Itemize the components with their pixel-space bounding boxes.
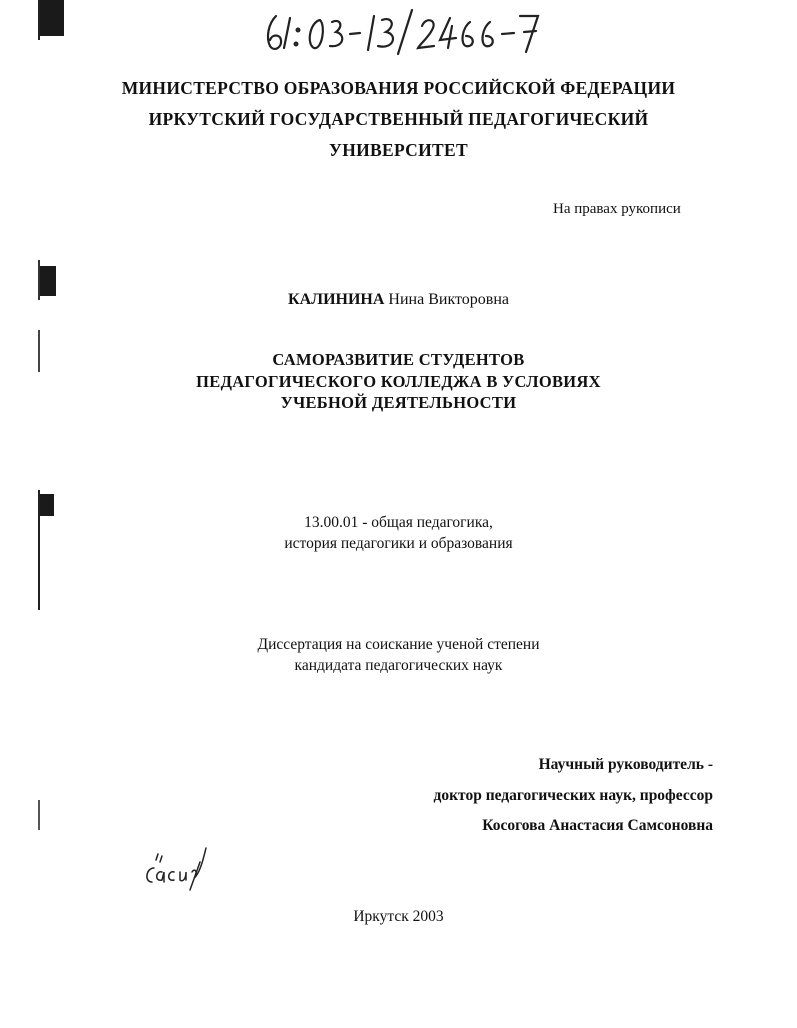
supervisor-label: Научный руководитель - <box>538 756 713 773</box>
specialty-name: история педагогики и образования <box>284 535 513 552</box>
degree-line-1: Диссертация на соискание ученой степени <box>257 636 540 653</box>
author-name <box>0 291 797 309</box>
thesis-title-line-3: УЧЕБНОЙ ДЕЯТЕЛЬНОСТИ <box>280 393 517 412</box>
scan-blob-artifact <box>40 494 54 516</box>
specialty-code: 13.00.01 - общая педагогика, <box>304 514 493 531</box>
handwritten-archive-number <box>262 6 562 56</box>
thesis-title-line-2: ПЕДАГОГИЧЕСКОГО КОЛЛЕДЖА В УСЛОВИЯХ <box>196 372 601 391</box>
city-year: Иркутск 2003 <box>353 908 444 925</box>
supervisor-name: Косогова Анастасия Самсоновна <box>482 817 713 834</box>
supervisor-degree: доктор педагогических наук, профессор <box>433 787 713 804</box>
degree-line-2: кандидата педагогических наук <box>294 657 503 674</box>
university-line: ИРКУТСКИЙ ГОСУДАРСТВЕННЫЙ ПЕДАГОГИЧЕСКИЙ <box>148 109 649 129</box>
ministry-line: МИНИСТЕРСТВО ОБРАЗОВАНИЯ РОССИЙСКОЙ ФЕДЕРАЦИИ <box>121 78 676 98</box>
author-given-names: Нина Викторовна <box>388 291 509 308</box>
author-surname: КАЛИНИНА <box>288 291 385 308</box>
university-line-2: УНИВЕРСИТЕТ <box>329 140 468 160</box>
manuscript-rights-note: На правах рукописи <box>553 201 681 217</box>
scan-blob-artifact <box>40 0 64 36</box>
thesis-title-line-1: САМОРАЗВИТИЕ СТУДЕНТОВ <box>272 350 525 369</box>
handwritten-signature <box>140 842 210 892</box>
